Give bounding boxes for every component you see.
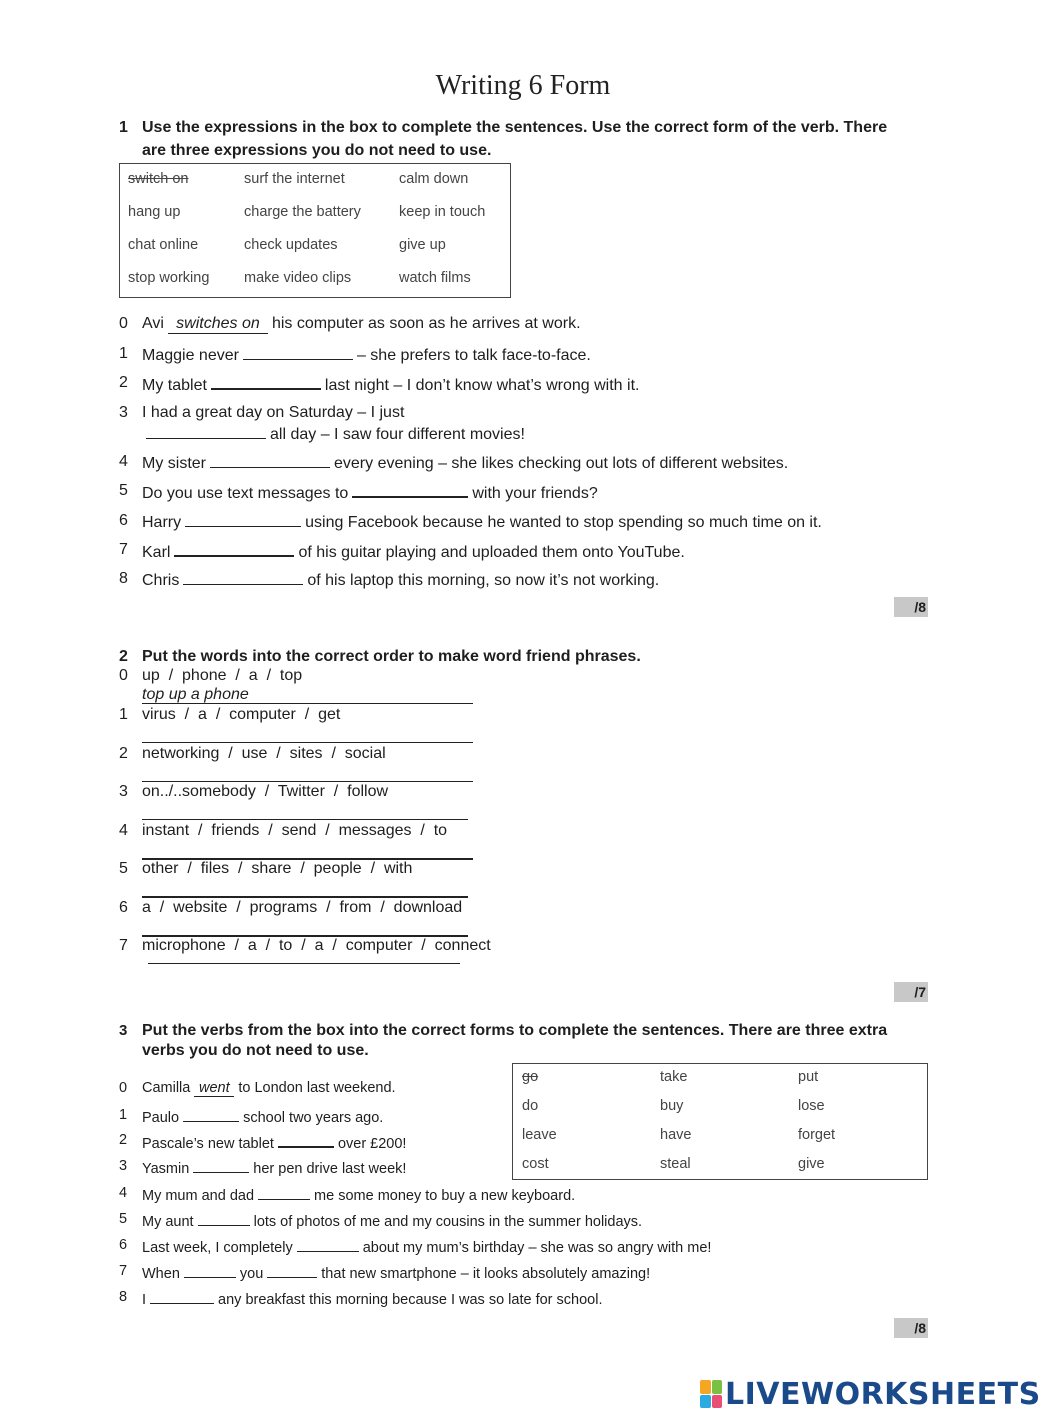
answer-blank[interactable] [193, 1158, 249, 1173]
ex1-item-number: 7 [119, 541, 128, 558]
ex2-word-row [142, 860, 412, 878]
word-separator: / [219, 745, 242, 762]
ex2-word: sites [289, 745, 323, 762]
ex2-word-row [142, 783, 388, 801]
word-separator: / [291, 860, 314, 877]
ex2-instruction: Put the words into the correct order to make word friend phrases. [142, 648, 641, 665]
word-separator: / [257, 667, 280, 684]
answer-blank[interactable] [352, 482, 468, 498]
ex2-word-row [142, 706, 340, 724]
box-word: lose [798, 1098, 825, 1114]
box-word: watch films [399, 270, 471, 286]
word-separator: / [227, 899, 250, 916]
box-word: give up [399, 237, 446, 253]
box-word: make video clips [244, 270, 352, 286]
ex2-word: computer [345, 937, 413, 954]
ex3-sentence-2: Pascale’s new tablet over £200! [142, 1132, 406, 1152]
ex1-sentence-3-line2: all day – I saw four different movies! [142, 424, 525, 444]
ex2-item-number: 2 [119, 745, 128, 762]
answer-blank[interactable] [150, 1289, 214, 1304]
ex1-item-number: 6 [119, 512, 128, 529]
ex2-word: website [173, 899, 228, 916]
word-separator: / [189, 822, 212, 839]
ex3-instruction-line1: Put the verbs from the box into the correct forms to complete the sentences. There are three extra [142, 1022, 888, 1039]
ex2-word: instant [142, 822, 190, 839]
word-separator: / [361, 860, 384, 877]
box-word: keep in touch [399, 204, 486, 220]
ex1-item-number: 3 [119, 404, 128, 421]
ex2-answer-line[interactable] [142, 781, 473, 782]
box-word: calm down [399, 171, 469, 187]
word-separator: / [267, 745, 290, 762]
ex2-word: networking [142, 745, 220, 762]
ex2-item-number: 7 [119, 937, 128, 954]
ex2-word: microphone [142, 937, 226, 954]
ex2-word-row [142, 745, 386, 763]
ex2-answer-line[interactable] [142, 896, 468, 898]
ex3-sentence-7: When you that new smartphone – it looks absolutely amazing! [142, 1263, 650, 1282]
box-word: charge the battery [244, 204, 361, 220]
ex2-word: top [279, 667, 303, 684]
answer-blank[interactable] [210, 453, 330, 468]
ex2-word: messages [338, 822, 412, 839]
box-word: put [798, 1069, 819, 1085]
ex2-word: get [318, 706, 341, 723]
ex3-instruction-line2: verbs you do not need to use. [142, 1042, 369, 1059]
ex1-sentence-0: Avi switches on his computer as soon as he arrives at work. [142, 315, 581, 332]
ex2-word: programs [249, 899, 318, 916]
word-separator: / [322, 745, 345, 762]
ex2-word: phone [182, 667, 227, 684]
ex3-item-number: 5 [119, 1211, 128, 1227]
ex2-item-number: 6 [119, 899, 128, 916]
ex2-word: from [339, 899, 372, 916]
ex2-word: a [198, 706, 207, 723]
page-title: Writing 6 Form [435, 70, 611, 101]
ex1-instruction-line1: Use the expressions in the box to complete the sentences. Use the correct form of the verb. There [142, 119, 888, 136]
ex3-number: 3 [119, 1022, 128, 1039]
ex2-word: to [278, 937, 293, 954]
ex3-item-number: 0 [119, 1080, 128, 1096]
ex3-item-number: 4 [119, 1185, 128, 1201]
box-word: hang up [128, 204, 181, 220]
answer-blank[interactable] [297, 1237, 359, 1252]
logo-icon [700, 1380, 722, 1408]
ex2-word: connect [434, 937, 491, 954]
ex3-sentence-8: I any breakfast this morning because I was so late for school. [142, 1289, 602, 1308]
box-word: take [660, 1069, 688, 1085]
word-separator: / [317, 899, 340, 916]
box-word: steal [660, 1156, 691, 1172]
ex2-word: download [393, 899, 463, 916]
ex1-sentence-1: Maggie never – she prefers to talk face-to-face. [142, 347, 591, 364]
box-word: surf the internet [244, 171, 345, 187]
box-word: have [660, 1127, 692, 1143]
ex3-sentence-0: Camilla went to London last weekend. [142, 1080, 396, 1096]
logo-text: LIVEWORKSHEETS [725, 1376, 1041, 1412]
ex1-sentence-4: My sister every evening – she likes checking out lots of different websites. [142, 455, 789, 472]
word-separator: / [259, 822, 282, 839]
word-separator: / [316, 822, 339, 839]
word-separator: / [255, 783, 278, 800]
ex2-example-answer: top up a phone [142, 686, 249, 703]
box-word: check updates [244, 237, 338, 253]
ex1-item-number: 5 [119, 482, 128, 499]
ex2-item-number: 3 [119, 783, 128, 800]
ex3-item-number: 7 [119, 1263, 128, 1279]
word-separator: / [225, 937, 248, 954]
box-word: give [798, 1156, 825, 1172]
ex2-item-number: 0 [119, 667, 128, 684]
box-word: cost [522, 1156, 549, 1172]
word-separator: / [175, 706, 199, 723]
ex2-word: a [248, 667, 258, 684]
answer-blank[interactable] [174, 541, 294, 557]
ex1-number: 1 [119, 119, 128, 136]
ex2-word: people [313, 860, 362, 877]
answer-blank[interactable] [211, 374, 321, 390]
ex3-sentence-5: My aunt lots of photos of me and my cousins in the summer holidays. [142, 1211, 642, 1230]
ex1-item-number: 8 [119, 570, 128, 587]
ex1-item-number: 0 [119, 315, 128, 332]
answer-blank[interactable] [146, 424, 266, 439]
ex3-item-number: 2 [119, 1132, 128, 1148]
ex2-word: share [251, 860, 292, 877]
ex2-word-row [142, 937, 491, 955]
box-word: do [522, 1098, 539, 1114]
example-answer: switches on [168, 315, 268, 334]
answer-blank[interactable] [267, 1263, 317, 1278]
word-separator: / [226, 667, 249, 684]
word-separator: / [229, 860, 252, 877]
ex2-word: up [142, 667, 160, 684]
ex2-item-number: 4 [119, 822, 128, 839]
box-word: go [522, 1069, 539, 1085]
ex3-item-number: 1 [119, 1107, 128, 1123]
answer-blank[interactable] [198, 1211, 250, 1226]
box-word: buy [660, 1098, 684, 1114]
ex2-word: other [142, 860, 179, 877]
example-answer: went [194, 1080, 234, 1097]
box-word: chat online [128, 237, 199, 253]
answer-blank[interactable] [185, 512, 301, 527]
ex1-sentence-3-line1: I had a great day on Saturday – I just [142, 404, 405, 421]
ex1-sentence-6: Harry using Facebook because he wanted to stop spending so much time on it. [142, 514, 822, 531]
ex3-item-number: 6 [119, 1237, 128, 1253]
ex2-word-row [142, 822, 447, 840]
ex2-word: on../..somebody [142, 783, 256, 800]
answer-blank[interactable] [243, 345, 353, 360]
box-word: switch on [128, 171, 189, 187]
ex1-instruction-line2: are three expressions you do not need to use. [142, 142, 492, 159]
word-separator: / [295, 706, 319, 723]
word-separator: / [256, 937, 279, 954]
ex2-item-number: 5 [119, 860, 128, 877]
word-separator: / [178, 860, 201, 877]
word-separator: / [371, 899, 394, 916]
answer-blank[interactable] [278, 1132, 334, 1148]
ex2-word: a [314, 937, 324, 954]
ex2-word: files [200, 860, 230, 877]
ex1-item-number: 4 [119, 453, 128, 470]
ex2-number: 2 [119, 648, 128, 665]
ex2-item-number: 1 [119, 706, 128, 723]
ex1-item-number: 2 [119, 374, 128, 391]
ex2-word: follow [347, 783, 389, 800]
ex2-word: social [344, 745, 386, 762]
ex2-word: a [142, 899, 151, 916]
ex3-sentence-1: Paulo school two years ago. [142, 1107, 383, 1126]
ex2-answer-line[interactable] [142, 742, 473, 743]
answer-blank[interactable] [183, 570, 303, 585]
ex2-word: Twitter [277, 783, 325, 800]
ex2-answer-line[interactable] [148, 963, 460, 964]
word-separator: / [411, 822, 434, 839]
ex2-word-row [142, 899, 462, 917]
ex1-sentence-2: My tablet last night – I don’t know what’s wrong with it. [142, 374, 639, 395]
ex3-sentence-4: My mum and dad me some money to buy a new keyboard. [142, 1185, 575, 1204]
answer-blank[interactable] [258, 1185, 310, 1200]
ex2-word: friends [211, 822, 260, 839]
box-word: stop working [128, 270, 210, 286]
ex2-word-row [142, 667, 302, 685]
word-separator: / [412, 937, 435, 954]
liveworksheets-logo [700, 1376, 1041, 1412]
word-separator: / [206, 706, 230, 723]
box-word: forget [798, 1127, 836, 1143]
ex2-word: computer [229, 706, 296, 723]
ex1-sentence-5: Do you use text messages to with your friends? [142, 482, 598, 503]
word-separator: / [323, 937, 346, 954]
ex2-word: virus [142, 706, 176, 723]
answer-blank[interactable] [184, 1263, 236, 1278]
ex1-score-box: /8 [894, 597, 928, 617]
ex3-score-box: /8 [894, 1318, 928, 1338]
box-word: leave [522, 1127, 557, 1143]
ex2-answer-line[interactable] [142, 703, 473, 704]
word-separator: / [292, 937, 315, 954]
ex1-sentence-8: Chris of his laptop this morning, so now it’s not working. [142, 572, 660, 589]
ex3-sentence-6: Last week, I completely about my mum’s birthday – she was so angry with me! [142, 1237, 711, 1256]
ex2-word: send [281, 822, 317, 839]
ex2-answer-line[interactable] [142, 819, 468, 820]
ex3-item-number: 8 [119, 1289, 128, 1305]
ex3-sentence-3: Yasmin her pen drive last week! [142, 1158, 406, 1177]
ex2-word: with [383, 860, 413, 877]
ex1-item-number: 1 [119, 345, 128, 362]
ex3-verb-box [512, 1063, 928, 1180]
word-separator: / [159, 667, 183, 684]
ex2-word: a [247, 937, 257, 954]
ex2-word: use [241, 745, 268, 762]
ex2-score-box: /7 [894, 982, 928, 1002]
word-separator: / [150, 899, 174, 916]
ex2-word: to [433, 822, 448, 839]
ex3-item-number: 3 [119, 1158, 128, 1174]
word-separator: / [324, 783, 348, 800]
answer-blank[interactable] [183, 1107, 239, 1122]
ex1-sentence-7: Karl of his guitar playing and uploaded them onto YouTube. [142, 541, 685, 562]
